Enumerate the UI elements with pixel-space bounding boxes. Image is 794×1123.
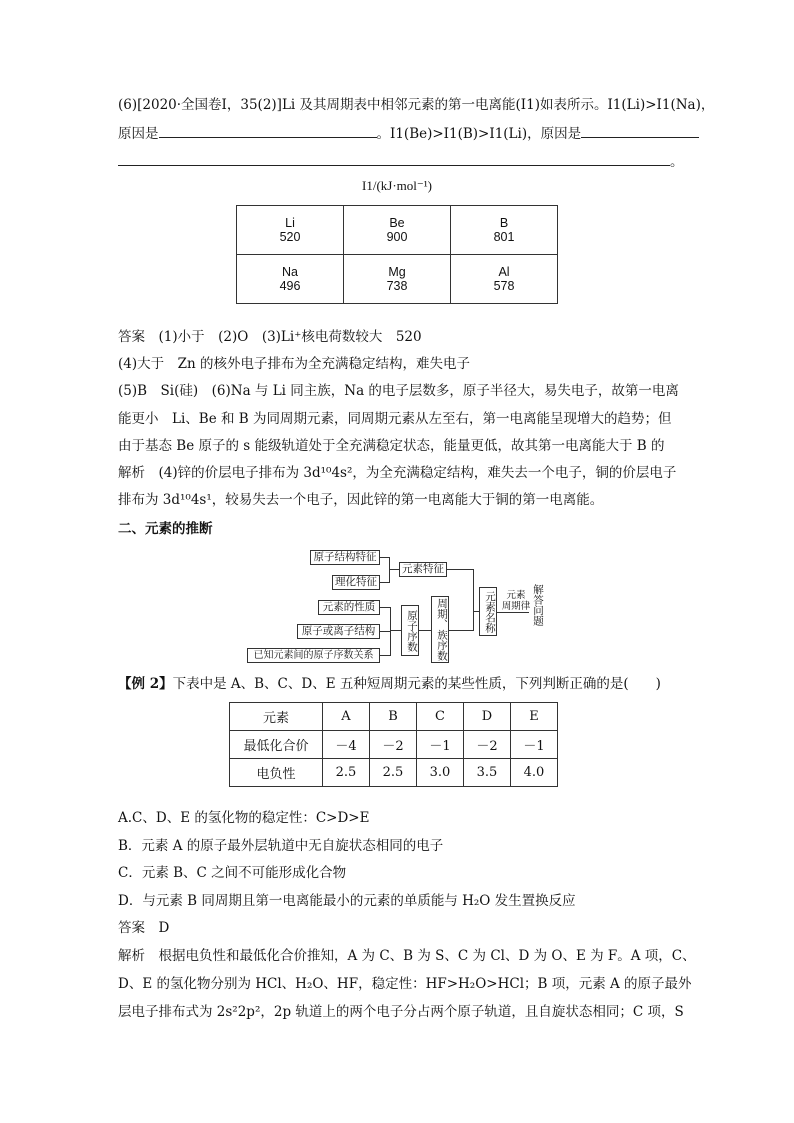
periodic-law-1: 元素 — [506, 590, 526, 601]
question-line-3-end: 。 — [670, 154, 684, 170]
ie-cell: 578 — [451, 279, 558, 304]
answer-blank-1 — [159, 123, 377, 138]
analysis1-line-2: 排布为 3d¹⁰4s¹，较易失去一个电子，因此锌的第一电离能大于铜的第一电离能。 — [118, 492, 604, 508]
periodic-law-2: 周期律 — [501, 601, 531, 612]
answer1-line-5: 由于基态 Be 原子的 s 能级轨道处于全充满稳定状态，能量更低，故其第一电离能大于 B 的 — [118, 438, 665, 454]
answer1-line-1: 答案 (1)小于 (2)O (3)Li⁺核电荷数较大 520 — [118, 329, 422, 345]
ie-cell: Be — [344, 206, 451, 231]
element-table-header: D — [464, 703, 511, 731]
box-atom-ion-structure: 原子或离子结构 — [297, 624, 380, 639]
element-table-header: A — [323, 703, 370, 731]
element-table-cell: 电负性 — [230, 759, 323, 787]
element-table-cell: 2.5 — [323, 759, 370, 787]
element-table-cell: －1 — [511, 731, 558, 759]
question-line-2 — [118, 123, 699, 144]
periodic-law-label — [499, 590, 533, 612]
ie-cell: 520 — [237, 230, 344, 255]
element-table-cell: 3.0 — [417, 759, 464, 787]
example2-question: 下表中是 A、B、C、D、E 五种短周期元素的某些性质，下列判断正确的是( ) — [172, 676, 661, 692]
element-table-cell: －1 — [417, 731, 464, 759]
example2-label: 【例 2】 — [118, 676, 173, 692]
example2-line — [118, 674, 661, 694]
ie-cell: Mg — [344, 255, 451, 280]
ie-cell: 496 — [237, 279, 344, 304]
element-table-header: E — [511, 703, 558, 731]
section-title: 二、元素的推断 — [118, 521, 213, 536]
answer-blank-3 — [118, 151, 670, 166]
box-element-props: 元素的性质 — [318, 600, 380, 615]
element-table-cell: 3.5 — [464, 759, 511, 787]
answer-blank-2 — [581, 123, 699, 138]
analysis2-line-1: 解析 根据电负性和最低化合价推知，A 为 C、B 为 S、C 为 Cl、D 为 O、E 为 F。A 项，C、 — [118, 948, 696, 964]
box-known-relation: 已知元素间的原子序数关系 — [247, 648, 380, 663]
ie-cell: 801 — [451, 230, 558, 255]
element-table-header: 元素 — [230, 703, 323, 731]
ie-cell: Al — [451, 255, 558, 280]
box-physchem: 理化特征 — [332, 575, 380, 590]
element-table-header: B — [370, 703, 417, 731]
ie-cell: Li — [237, 206, 344, 231]
option-b: B．元素 A 的原子最外层轨道中无自旋状态相同的电子 — [118, 838, 444, 854]
element-table — [229, 702, 558, 787]
ie-cell: 738 — [344, 279, 451, 304]
option-a: A.C、D、E 的氢化物的稳定性：C>D>E — [118, 810, 370, 826]
element-table-cell: 最低化合价 — [230, 731, 323, 759]
answer1-line-2: (4)大于 Zn 的核外电子排布为全充满稳定结构，难失电子 — [118, 356, 470, 372]
answer2: 答案 D — [118, 920, 170, 936]
option-d: D．与元素 B 同周期且第一电离能最小的元素的单质能与 H₂O 发生置换反应 — [118, 893, 576, 909]
box-atomic-number: 原子序数 — [401, 605, 419, 656]
element-table-cell: －2 — [464, 731, 511, 759]
option-c: C．元素 B、C 之间不可能形成化合物 — [118, 865, 347, 881]
question-line-3 — [118, 151, 684, 172]
analysis1-line-1: 解析 (4)锌的价层电子排布为 3d¹⁰4s²，为全充满稳定结构，难失去一个电子，铜的价层电子 — [118, 465, 677, 481]
question-line-2-b: 。I1(Be)>I1(B)>I1(Li)，原因是 — [376, 126, 582, 142]
element-table-cell: －2 — [370, 731, 417, 759]
ie-cell: Na — [237, 255, 344, 280]
element-table-header: C — [417, 703, 464, 731]
solve-label: 解答问题 — [532, 584, 544, 626]
analysis2-line-2: D、E 的氢化物分别为 HCl、H₂O、HF，稳定性：HF>H₂O>HCl；B 项，元素 A 的原子最外 — [118, 976, 692, 992]
box-element-features: 元素特征 — [399, 562, 447, 577]
box-period-group: 周期、族序数 — [431, 596, 449, 663]
ie-table — [236, 205, 558, 304]
ie-table-caption: I1/(kJ·mol⁻¹) — [362, 178, 432, 193]
element-table-cell: －4 — [323, 731, 370, 759]
ie-cell: B — [451, 206, 558, 231]
question-line-2-a: 原因是 — [118, 126, 159, 142]
element-table-cell: 4.0 — [511, 759, 558, 787]
box-atom-structure: 原子结构特征 — [310, 550, 380, 565]
answer1-line-3: (5)B Si(硅) (6)Na 与 Li 同主族，Na 的电子层数多，原子半径大，易失电子，故第一电离 — [118, 383, 679, 399]
answer1-line-4: 能更小 Li、Be 和 B 为同周期元素，同周期元素从左至右，第一电离能呈现增大的趋势；但 — [118, 411, 672, 427]
element-table-cell: 2.5 — [370, 759, 417, 787]
analysis2-line-3: 层电子排布式为 2s²2p²，2p 轨道上的两个电子分占两个原子轨道，且自旋状态相同；C 项，S — [118, 1004, 684, 1020]
ie-cell: 900 — [344, 230, 451, 255]
box-element-name: 元素名称 — [479, 587, 497, 636]
question-line-1: (6)[2020·全国卷Ⅰ，35(2)]Li 及其周期表中相邻元素的第一电离能(I1)如表所示。I1(Li)>I1(Na)， — [118, 97, 715, 113]
